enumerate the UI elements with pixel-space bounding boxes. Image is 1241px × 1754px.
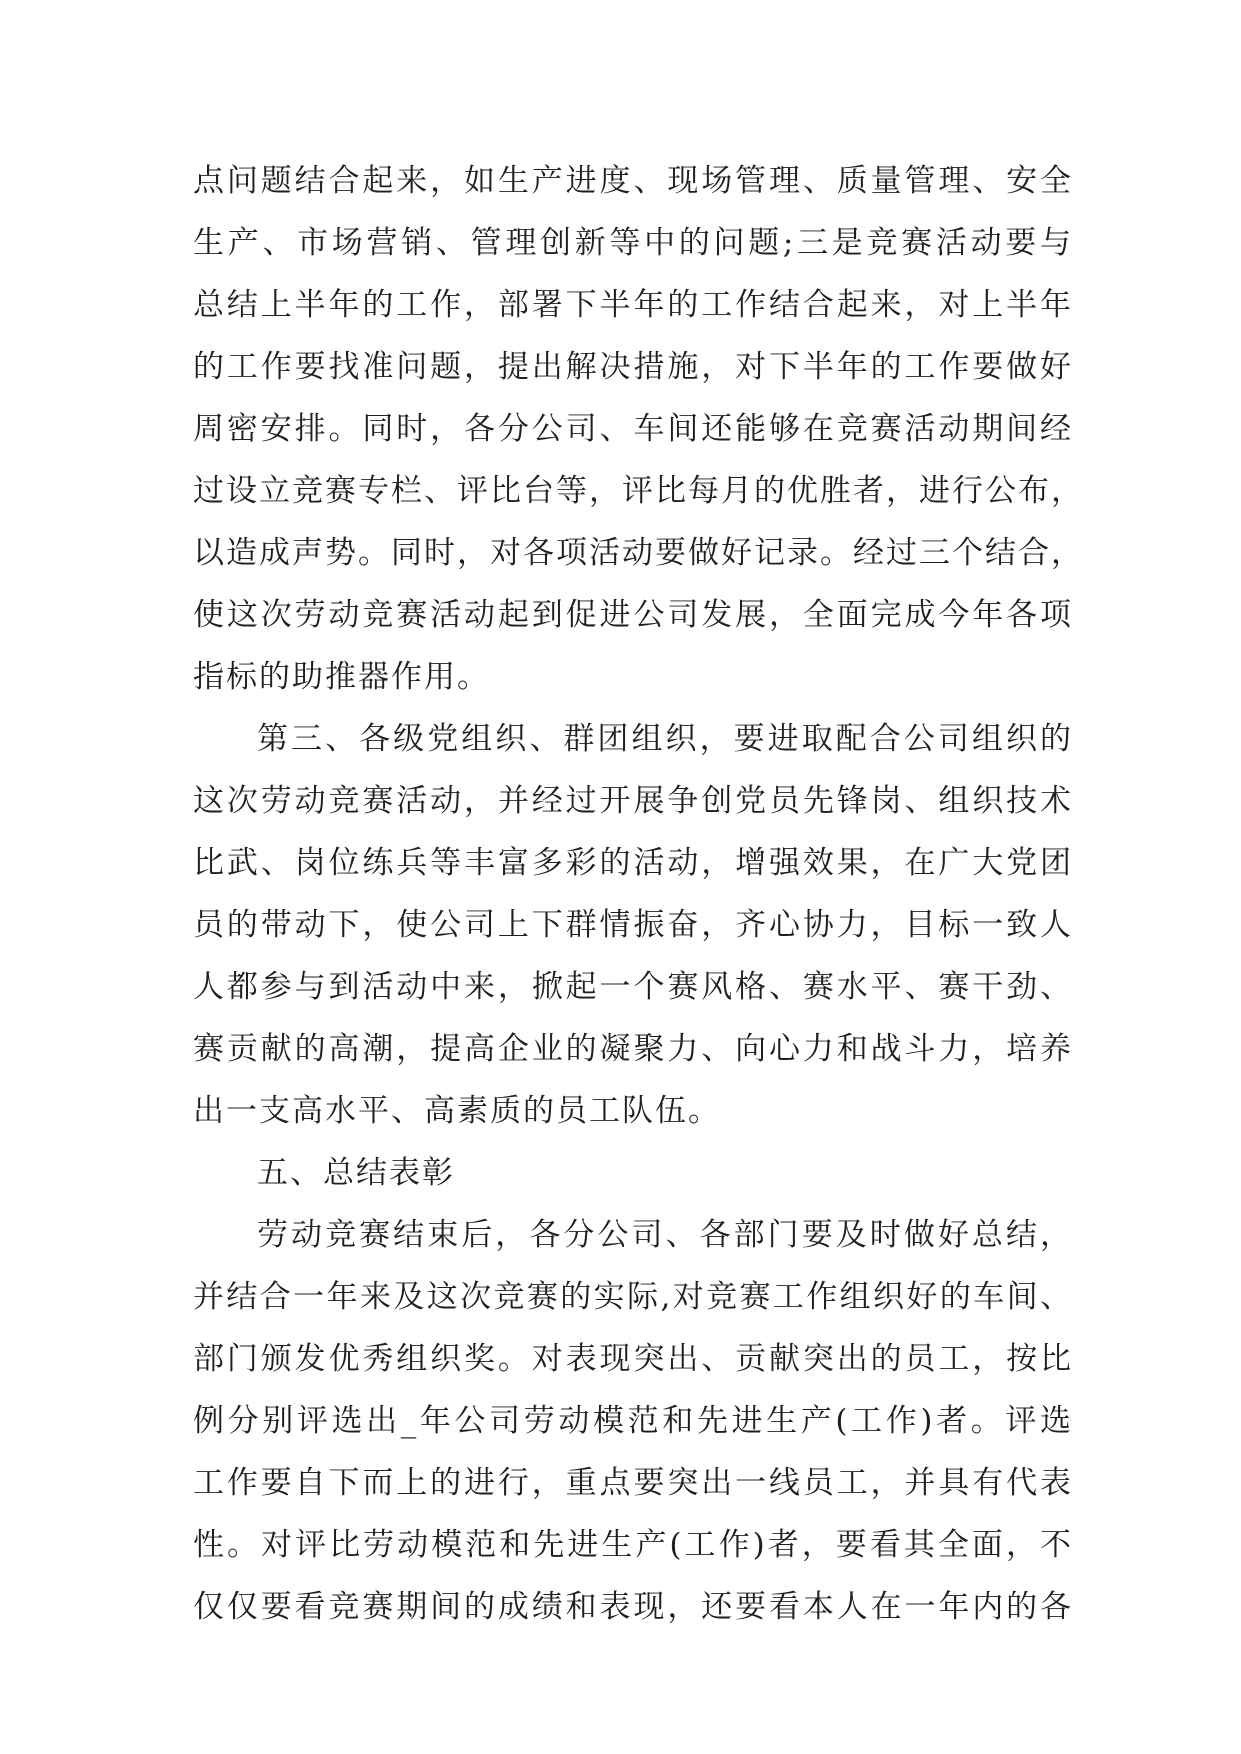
text-line: 的工作要找准问题，提出解决措施，对下半年的工作要做好 (193, 349, 1073, 385)
text-line: 员的带动下，使公司上下群情振奋，齐心协力，目标一致人 (193, 907, 1073, 943)
text-line: 这次劳动竞赛活动，并经过开展争创党员先锋岗、组织技术 (193, 783, 1073, 819)
text-line: 比武、岗位练兵等丰富多彩的活动，增强效果，在广大党团 (193, 845, 1073, 881)
text-line: 使这次劳动竞赛活动起到促进公司发展，全面完成今年各项 (193, 597, 1073, 633)
text-line: 总结上半年的工作，部署下半年的工作结合起来，对上半年 (193, 287, 1073, 323)
text-line: 人都参与到活动中来，掀起一个赛风格、赛水平、赛干劲、 (193, 969, 1073, 1005)
document-body (193, 150, 1084, 1638)
text-line: 性。对评比劳动模范和先进生产(工作)者，要看其全面，不 (193, 1527, 1073, 1563)
text-line: 工作要自下而上的进行，重点要突出一线员工，并具有代表 (193, 1465, 1073, 1501)
text-line: 第三、各级党组织、群团组织，要进取配合公司组织的 (257, 721, 1073, 757)
text-line: 五、总结表彰 (257, 1155, 455, 1191)
text-line: 赛贡献的高潮，提高企业的凝聚力、向心力和战斗力，培养 (193, 1031, 1073, 1067)
text-line: 周密安排。同时，各分公司、车间还能够在竞赛活动期间经 (193, 411, 1073, 447)
text-line: 劳动竞赛结束后，各分公司、各部门要及时做好总结， (257, 1217, 1073, 1253)
text-line: 生产、市场营销、管理创新等中的问题;三是竞赛活动要与 (193, 225, 1073, 261)
text-line: 以造成声势。同时，对各项活动要做好记录。经过三个结合， (193, 535, 1084, 571)
text-line: 过设立竞赛专栏、评比台等，评比每月的优胜者，进行公布， (193, 473, 1084, 509)
text-line: 并结合一年来及这次竞赛的实际,对竞赛工作组织好的车间、 (193, 1279, 1073, 1315)
text-line: 点问题结合起来，如生产进度、现场管理、质量管理、安全 (193, 163, 1073, 199)
text-line: 出一支高水平、高素质的员工队伍。 (193, 1093, 721, 1129)
text-line: 例分别评选出_年公司劳动模范和先进生产(工作)者。评选 (193, 1403, 1073, 1439)
text-line: 指标的助推器作用。 (193, 659, 490, 695)
text-line: 部门颁发优秀组织奖。对表现突出、贡献突出的员工，按比 (193, 1341, 1073, 1377)
text-line: 仅仅要看竞赛期间的成绩和表现，还要看本人在一年内的各 (193, 1589, 1073, 1625)
